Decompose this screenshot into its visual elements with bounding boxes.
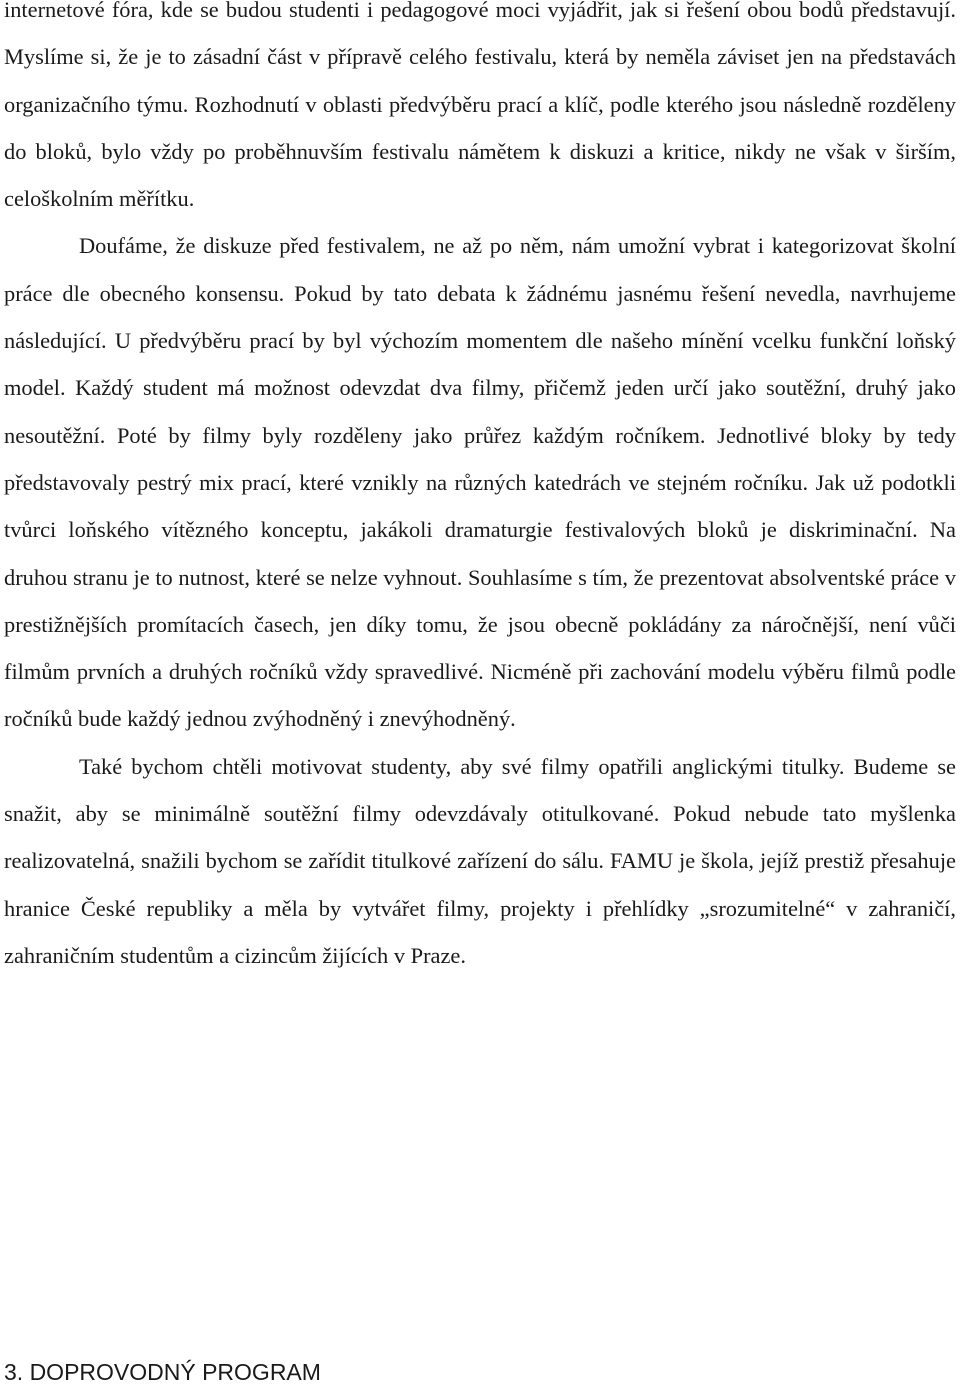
paragraph-discussion: Doufáme, že diskuze před festivalem, ne až po něm, nám umožní vybrat i kategorizovat školní práce dle obecného konsensu. Pokud by tato debata k žádnému jasnému řešení nevedla, navrhujeme následující. U předvýběru prací by byl výchozím momentem dle našeho mínění vcelku funkční loňský model. Každý student má možnost odevzdat dva filmy, přičemž jeden určí jako soutěžní, druhý jako nesoutěžní. Poté by filmy byly rozděleny jako průřez každým ročníkem. Jednotlivé bloky by tedy představovaly pestrý mix prací, které vznikly na různých katedrách ve stejném ročníku. Jak už podotkli tvůrci loňského vítězného konceptu, jakákoli dramaturgie festivalových bloků je diskriminační. Na druhou stranu je to nutnost, které se nelze vyhnout. Souhlasíme s tím, že prezentovat absolventské práce v prestižnějších promítacích časech, jen díky tomu, že jsou obecně pokládány za náročnější, není vůči filmům prvních a druhých ročníků vždy spravedlivé. Nicméně při zachování modelu výběru filmů podle ročníků bude každý jednou zvýhodněný i znevýhodněný. bbox=[4, 233, 956, 732]
paragraph-subtitles: Také bychom chtěli motivovat studenty, aby své filmy opatřili anglickými titulky. Budeme se snažit, aby se minimálně soutěžní filmy odevzdávaly otitulkované. Pokud nebude tato myšlenka realizovatelná, snažili bychom se zařídit titulkové zařízení do sálu. FAMU je škola, jejíž prestiž přesahuje hranice České republiky a měla by vytvářet filmy, projekty i přehlídky „srozumitelné“ v zahraničí, zahraničním studentům a cizincům žijících v Praze. bbox=[4, 753, 956, 968]
document-body bbox=[4, 0, 956, 979]
section-heading: 3. DOPROVODNÝ PROGRAM bbox=[4, 1359, 321, 1385]
paragraph-continuation: internetové fóra, kde se budou studenti i pedagogové moci vyjádřit, jak si řešení obou bodů představují. Myslíme si, že je to zásadní část v přípravě celého festivalu, která by neměla záviset jen na představách organizačního týmu. Rozhodnutí v oblasti předvýběru prací a klíč, podle kterého jsou následně rozděleny do bloků, bylo vždy po proběhnuvším festivalu námětem k diskuzi a kritice, nikdy ne však v širším, celoškolním měřítku. bbox=[4, 0, 956, 212]
